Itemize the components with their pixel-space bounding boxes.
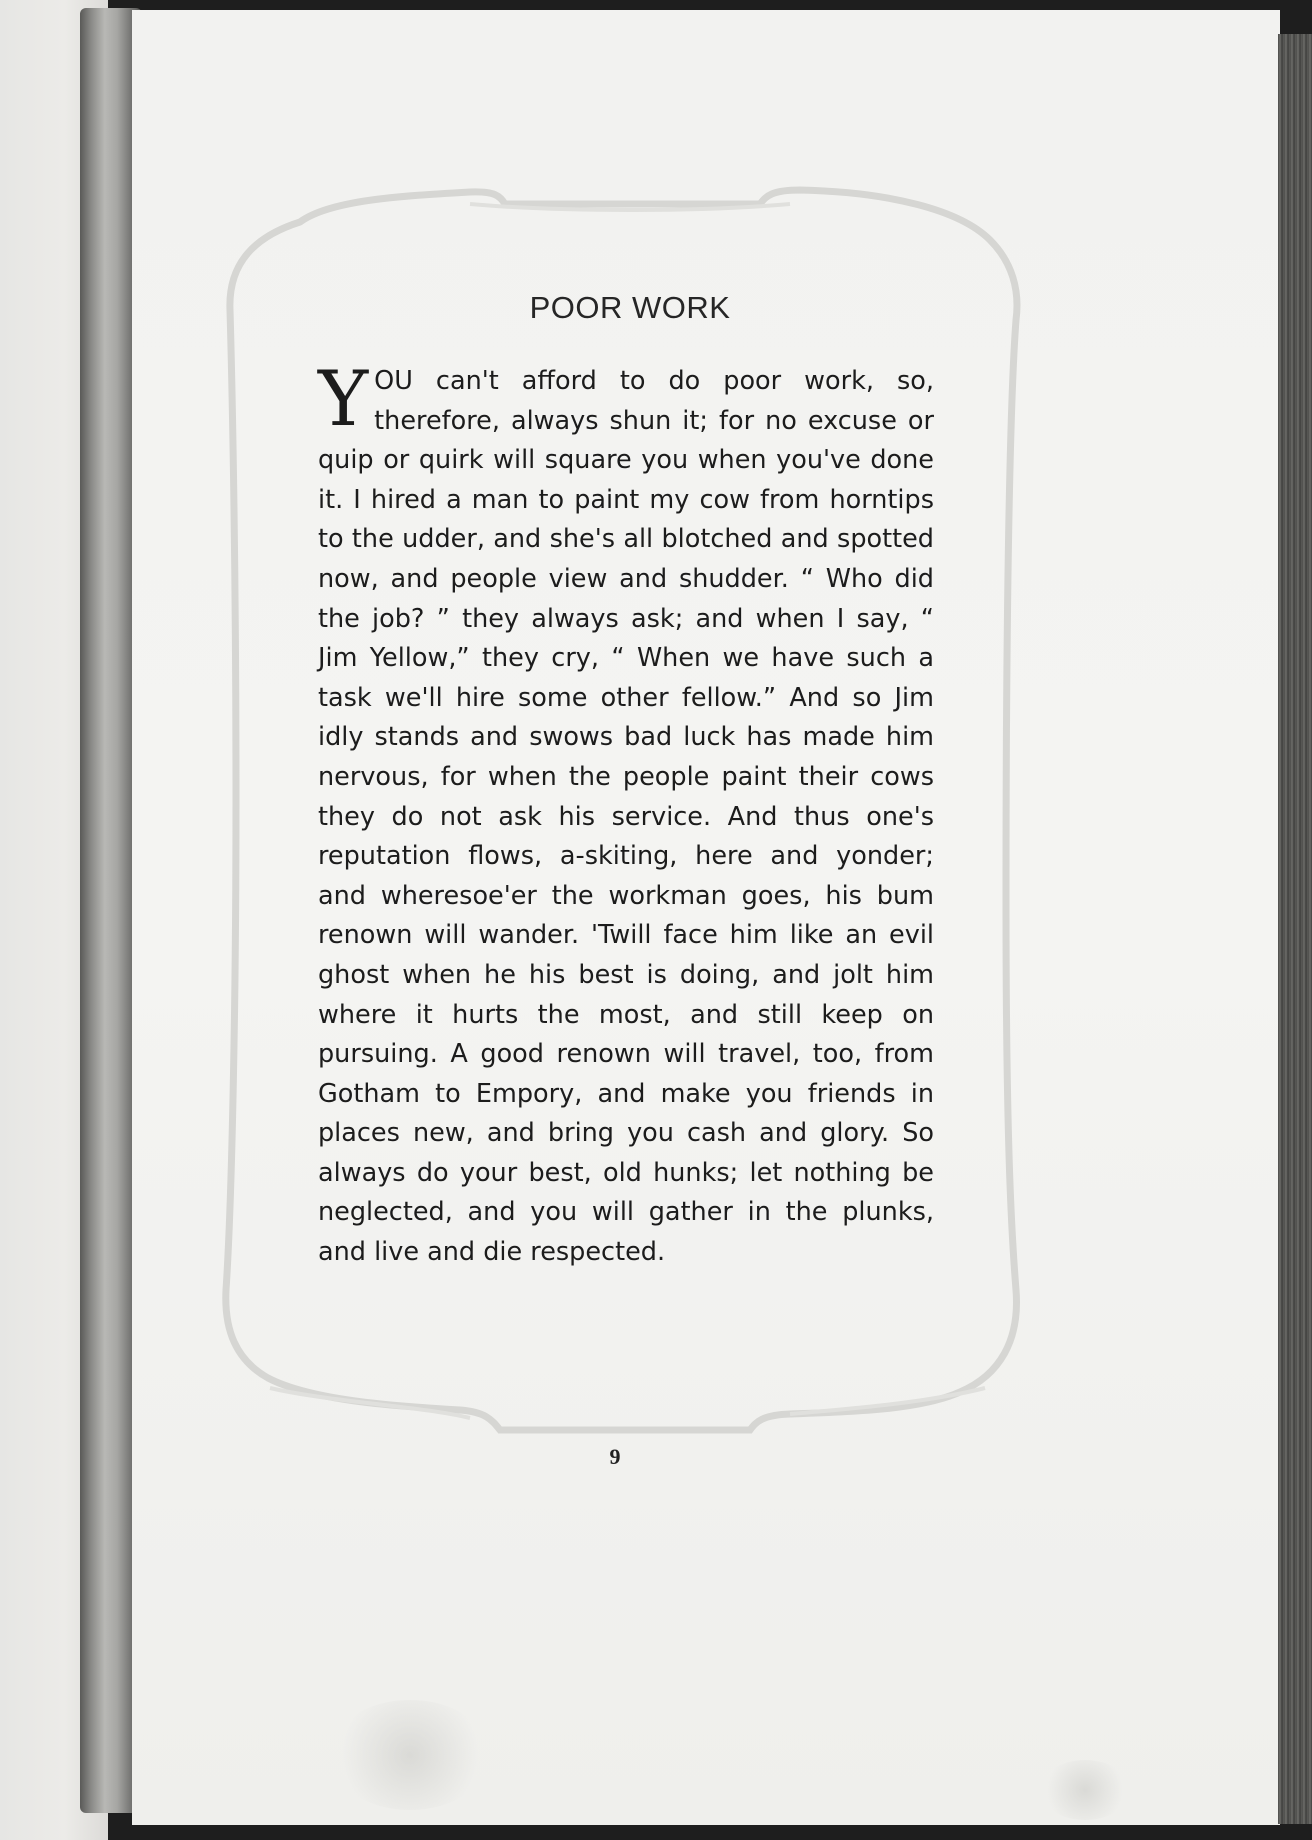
poem-body bbox=[318, 354, 934, 1273]
paper-smudge bbox=[1040, 1760, 1130, 1820]
page-title: POOR WORK bbox=[529, 290, 731, 325]
poem-text: OU can't afford to do poor work, so, therefore, always shun it; for no excuse or quip or quirk will square you when you've done it. I hired a man to paint my cow from horntips to the udder, and she's all blotched and spotted now, and people view and shudder. “ Who did the job? ” they always ask; and when I say, “ Jim Yellow,” they cry, “ When we have such a task we'll hire some other fellow.” And so Jim idly stands and swows bad luck has made him nervous, for when the people paint their cows they do not ask his service. And thus one's reputation flows, a-skiting, here and yonder; and wheresoe'er the workman goes, his bum renown will wander. 'Twill face him like an evil ghost when he his best is doing, and jolt him where it hurts the most, and still keep on pursuing. A good renown will travel, too, from Gotham to Empory, and make you friends in places new, and bring you cash and glory. So always do your best, old hunks; let nothing be neglected, and you will gather in the plunks, and live and die respected. bbox=[318, 366, 934, 1268]
paper-smudge bbox=[330, 1700, 490, 1810]
ornamental-frame-inner-line-bottom bbox=[270, 1388, 985, 1418]
drop-cap: Y bbox=[318, 354, 369, 443]
page-number: 9 bbox=[609, 1444, 621, 1469]
